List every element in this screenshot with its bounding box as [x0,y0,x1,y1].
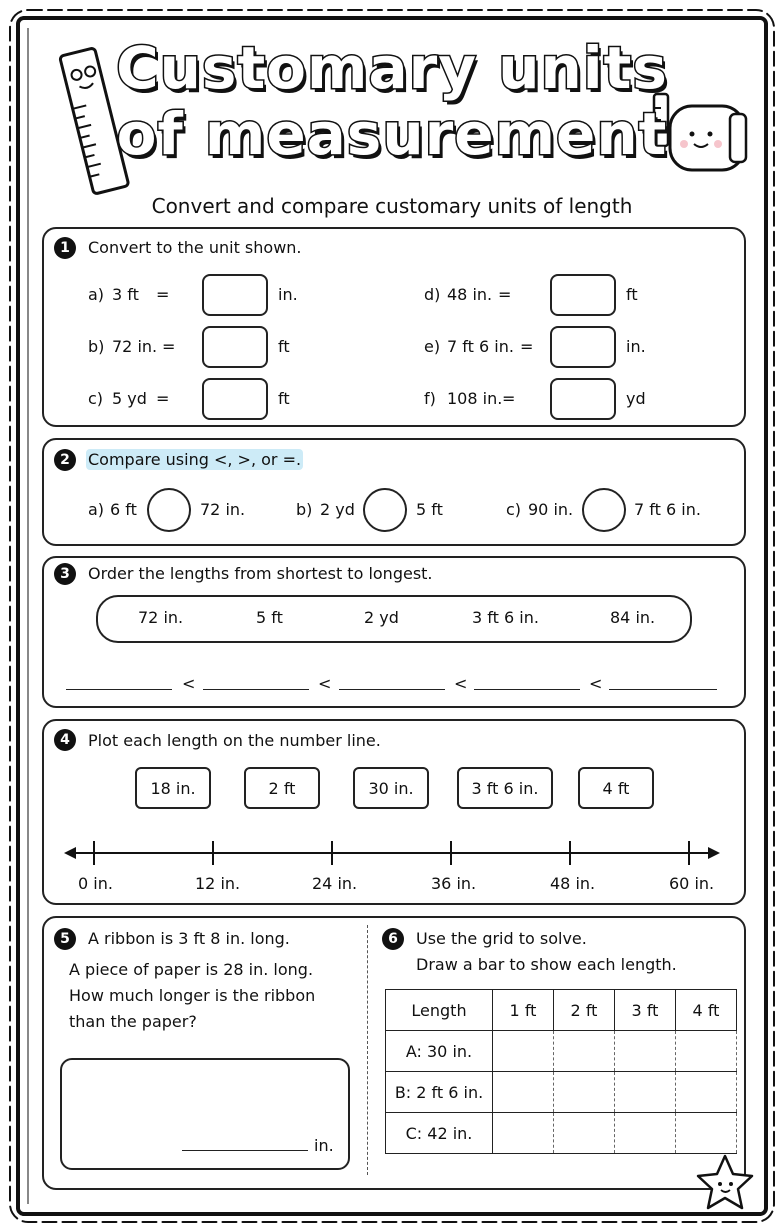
length-item: 72 in. [138,608,184,627]
table-row [386,1113,737,1154]
grid-cell[interactable] [676,1031,737,1072]
column-divider [367,925,368,1175]
grid-header: 3 ft [615,990,676,1031]
grid-cell[interactable] [676,1072,737,1113]
compare-right: 5 ft [416,500,443,519]
length-chip[interactable]: 2 ft [244,767,320,809]
length-chip[interactable]: 4 ft [578,767,654,809]
answer-blank[interactable] [474,689,580,690]
title-line-1: Customary units [116,34,668,102]
section-2-instruction: Compare using <, >, or =. [88,450,302,469]
answer-box[interactable] [550,326,616,368]
unit-label: in. [278,285,298,304]
bar-grid [385,989,737,1154]
unit-label: ft [626,285,638,304]
grid-cell[interactable] [493,1113,554,1154]
table-row [386,1031,737,1072]
answer-blank[interactable] [609,689,717,690]
equals-sign: = [162,337,176,356]
question-line-2: than the paper? [69,1012,197,1031]
tick-label: 0 in. [78,874,113,893]
answer-blank[interactable] [339,689,445,690]
grid-cell[interactable] [493,1072,554,1113]
ribbon-statement: A ribbon is 3 ft 8 in. long. [88,929,290,948]
item-expression: 48 in. [447,285,493,304]
item-label: c) [88,389,104,408]
subtitle: Convert and compare customary units of length [151,194,633,218]
item-expression: 7 ft 6 in. [447,337,514,356]
item-label: a) [88,500,105,519]
tick-label: 48 in. [550,874,596,893]
number-line[interactable] [60,836,726,870]
table-row [386,1072,737,1113]
length-chip[interactable]: 3 ft 6 in. [457,767,553,809]
answer-box[interactable] [202,378,268,420]
item-expression: 5 yd [112,389,147,408]
row-label: B: 2 ft 6 in. [386,1072,493,1113]
section-number-5: 5 [54,928,76,950]
grid-cell[interactable] [615,1031,676,1072]
answer-box[interactable] [202,274,268,316]
tick-label: 12 in. [195,874,241,893]
grid-header-row [386,990,737,1031]
unit-label: yd [626,389,646,408]
unit-label: ft [278,389,290,408]
tick-label: 60 in. [669,874,715,893]
compare-right: 72 in. [200,500,246,519]
grid-header: 1 ft [493,990,554,1031]
grid-cell[interactable] [554,1072,615,1113]
row-label: A: 30 in. [386,1031,493,1072]
grid-instruction-2: Draw a bar to show each length. [416,955,677,974]
compare-right: 7 ft 6 in. [634,500,701,519]
grid-cell[interactable] [554,1113,615,1154]
work-space-box[interactable] [60,1058,350,1170]
item-label: c) [506,500,522,519]
section-4-instruction: Plot each length on the number line. [88,731,381,750]
length-item: 5 ft [256,608,283,627]
section-1-instruction: Convert to the unit shown. [88,238,302,257]
section-number-3: 3 [54,563,76,585]
grid-header: 4 ft [676,990,737,1031]
equals-sign: = [156,285,170,304]
length-item: 84 in. [610,608,656,627]
section-number-6: 6 [382,928,404,950]
item-label: b) [296,500,313,519]
equals-sign: = [520,337,534,356]
compare-left: 2 yd [320,500,355,519]
compare-circle[interactable] [147,488,191,532]
length-item: 3 ft 6 in. [472,608,539,627]
grid-cell[interactable] [615,1072,676,1113]
answer-box[interactable] [202,326,268,368]
grid-cell[interactable] [493,1031,554,1072]
compare-left: 90 in. [528,500,574,519]
less-than-sign: < [182,674,196,693]
section-3-instruction: Order the lengths from shortest to longest. [88,564,433,583]
answer-box[interactable] [550,274,616,316]
less-than-sign: < [318,674,332,693]
grid-header: 2 ft [554,990,615,1031]
tick-label: 24 in. [312,874,358,893]
length-chip[interactable]: 30 in. [353,767,429,809]
paper-statement: A piece of paper is 28 in. long. [69,960,314,979]
answer-blank[interactable] [203,689,309,690]
item-label: a) [88,285,105,304]
less-than-sign: < [454,674,468,693]
unit-label: in. [626,337,646,356]
grid-cell[interactable] [615,1113,676,1154]
section-2-instruction-wrap [86,450,303,469]
section-number-2: 2 [54,449,76,471]
equals-sign: = [502,389,516,408]
title-line-2: of measurement [116,100,668,168]
compare-circle[interactable] [582,488,626,532]
compare-circle[interactable] [363,488,407,532]
item-label: e) [424,337,441,356]
grid-instruction-1: Use the grid to solve. [416,929,587,948]
tick-label: 36 in. [431,874,477,893]
answer-blank[interactable] [182,1150,308,1151]
question-line-1: How much longer is the ribbon [69,986,316,1005]
section-number-4: 4 [54,729,76,751]
item-label: d) [424,285,441,304]
length-chip[interactable]: 18 in. [135,767,211,809]
equals-sign: = [156,389,170,408]
grid-cell[interactable] [554,1031,615,1072]
less-than-sign: < [589,674,603,693]
item-expression: 108 in. [447,389,503,408]
compare-left: 6 ft [110,500,137,519]
item-label: f) [424,389,436,408]
length-item: 2 yd [364,608,399,627]
grid-header: Length [386,990,493,1031]
answer-blank[interactable] [66,689,172,690]
item-expression: 3 ft [112,285,139,304]
equals-sign: = [498,285,512,304]
answer-unit: in. [314,1136,334,1155]
star-icon [690,1150,760,1216]
grid-cell[interactable] [676,1113,737,1154]
item-expression: 72 in. [112,337,158,356]
section-number-1: 1 [54,237,76,259]
item-label: b) [88,337,105,356]
row-label: C: 42 in. [386,1113,493,1154]
unit-label: ft [278,337,290,356]
answer-box[interactable] [550,378,616,420]
